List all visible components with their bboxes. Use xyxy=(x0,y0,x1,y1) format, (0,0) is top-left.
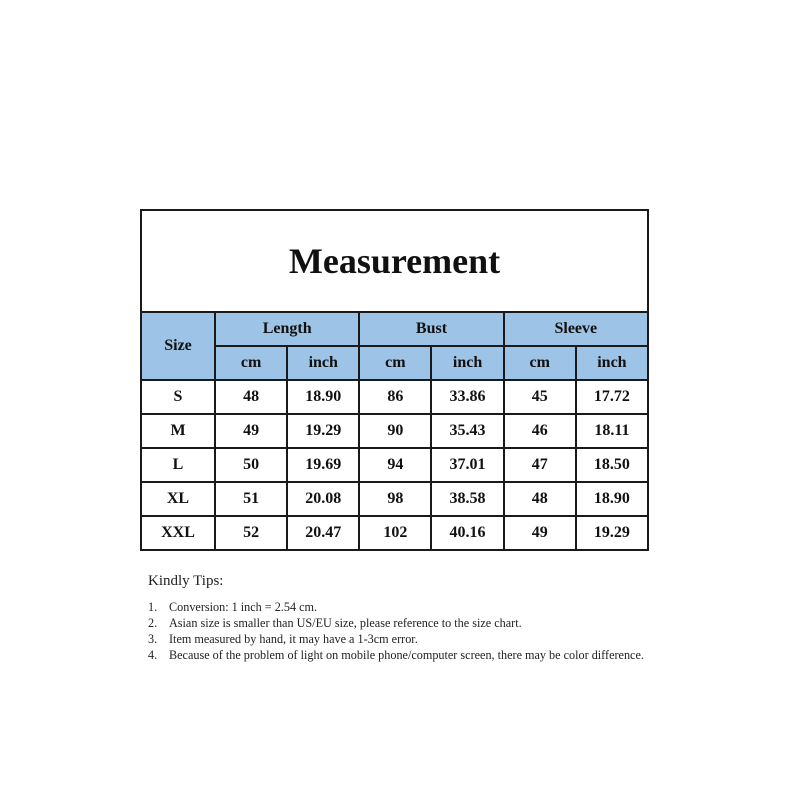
value-cell: 37.01 xyxy=(431,448,503,482)
size-cell: S xyxy=(141,380,215,414)
value-cell: 48 xyxy=(215,380,287,414)
value-cell: 49 xyxy=(215,414,287,448)
value-cell: 90 xyxy=(359,414,431,448)
size-cell: XXL xyxy=(141,516,215,550)
header-unit: cm xyxy=(359,346,431,380)
kindly-tips xyxy=(148,573,649,663)
header-unit: inch xyxy=(287,346,359,380)
tip-text: Asian size is smaller than US/EU size, please reference to the size chart. xyxy=(169,616,522,630)
value-cell: 20.47 xyxy=(287,516,359,550)
table-row xyxy=(141,482,648,516)
value-cell: 52 xyxy=(215,516,287,550)
value-cell: 18.11 xyxy=(576,414,648,448)
header-unit: inch xyxy=(576,346,648,380)
value-cell: 50 xyxy=(215,448,287,482)
value-cell: 38.58 xyxy=(431,482,503,516)
header-unit: cm xyxy=(504,346,576,380)
size-cell: XL xyxy=(141,482,215,516)
value-cell: 19.29 xyxy=(576,516,648,550)
tip-item xyxy=(148,599,649,615)
tips-list xyxy=(148,599,649,663)
value-cell: 94 xyxy=(359,448,431,482)
tip-text: Conversion: 1 inch = 2.54 cm. xyxy=(169,600,318,614)
value-cell: 35.43 xyxy=(431,414,503,448)
header-unit: cm xyxy=(215,346,287,380)
tip-item xyxy=(148,647,649,663)
value-cell: 19.29 xyxy=(287,414,359,448)
table-row xyxy=(141,516,648,550)
tip-text: Because of the problem of light on mobile phone/computer screen, there may be color difference. xyxy=(169,648,644,662)
header-bust: Bust xyxy=(359,312,503,346)
tip-text: Item measured by hand, it may have a 1-3cm error. xyxy=(169,632,418,646)
table-row xyxy=(141,448,648,482)
header-length: Length xyxy=(215,312,359,346)
value-cell: 45 xyxy=(504,380,576,414)
header-unit: inch xyxy=(431,346,503,380)
tip-number: 2. xyxy=(148,616,158,630)
tip-number: 1. xyxy=(148,600,158,614)
value-cell: 47 xyxy=(504,448,576,482)
header-size: Size xyxy=(141,312,215,380)
value-cell: 51 xyxy=(215,482,287,516)
size-cell: M xyxy=(141,414,215,448)
value-cell: 18.90 xyxy=(576,482,648,516)
value-cell: 49 xyxy=(504,516,576,550)
tip-number: 3. xyxy=(148,632,158,646)
value-cell: 46 xyxy=(504,414,576,448)
table-title: Measurement xyxy=(141,210,648,312)
table-row xyxy=(141,380,648,414)
tips-heading: Kindly Tips: xyxy=(148,573,224,589)
tip-item xyxy=(148,615,649,631)
table-row xyxy=(141,414,648,448)
value-cell: 18.90 xyxy=(287,380,359,414)
header-sleeve: Sleeve xyxy=(504,312,648,346)
size-cell: L xyxy=(141,448,215,482)
value-cell: 102 xyxy=(359,516,431,550)
value-cell: 18.50 xyxy=(576,448,648,482)
value-cell: 40.16 xyxy=(431,516,503,550)
size-chart-table xyxy=(140,209,649,551)
value-cell: 86 xyxy=(359,380,431,414)
value-cell: 33.86 xyxy=(431,380,503,414)
tip-item xyxy=(148,631,649,647)
value-cell: 19.69 xyxy=(287,448,359,482)
tip-number: 4. xyxy=(148,648,158,662)
value-cell: 20.08 xyxy=(287,482,359,516)
value-cell: 17.72 xyxy=(576,380,648,414)
value-cell: 48 xyxy=(504,482,576,516)
value-cell: 98 xyxy=(359,482,431,516)
